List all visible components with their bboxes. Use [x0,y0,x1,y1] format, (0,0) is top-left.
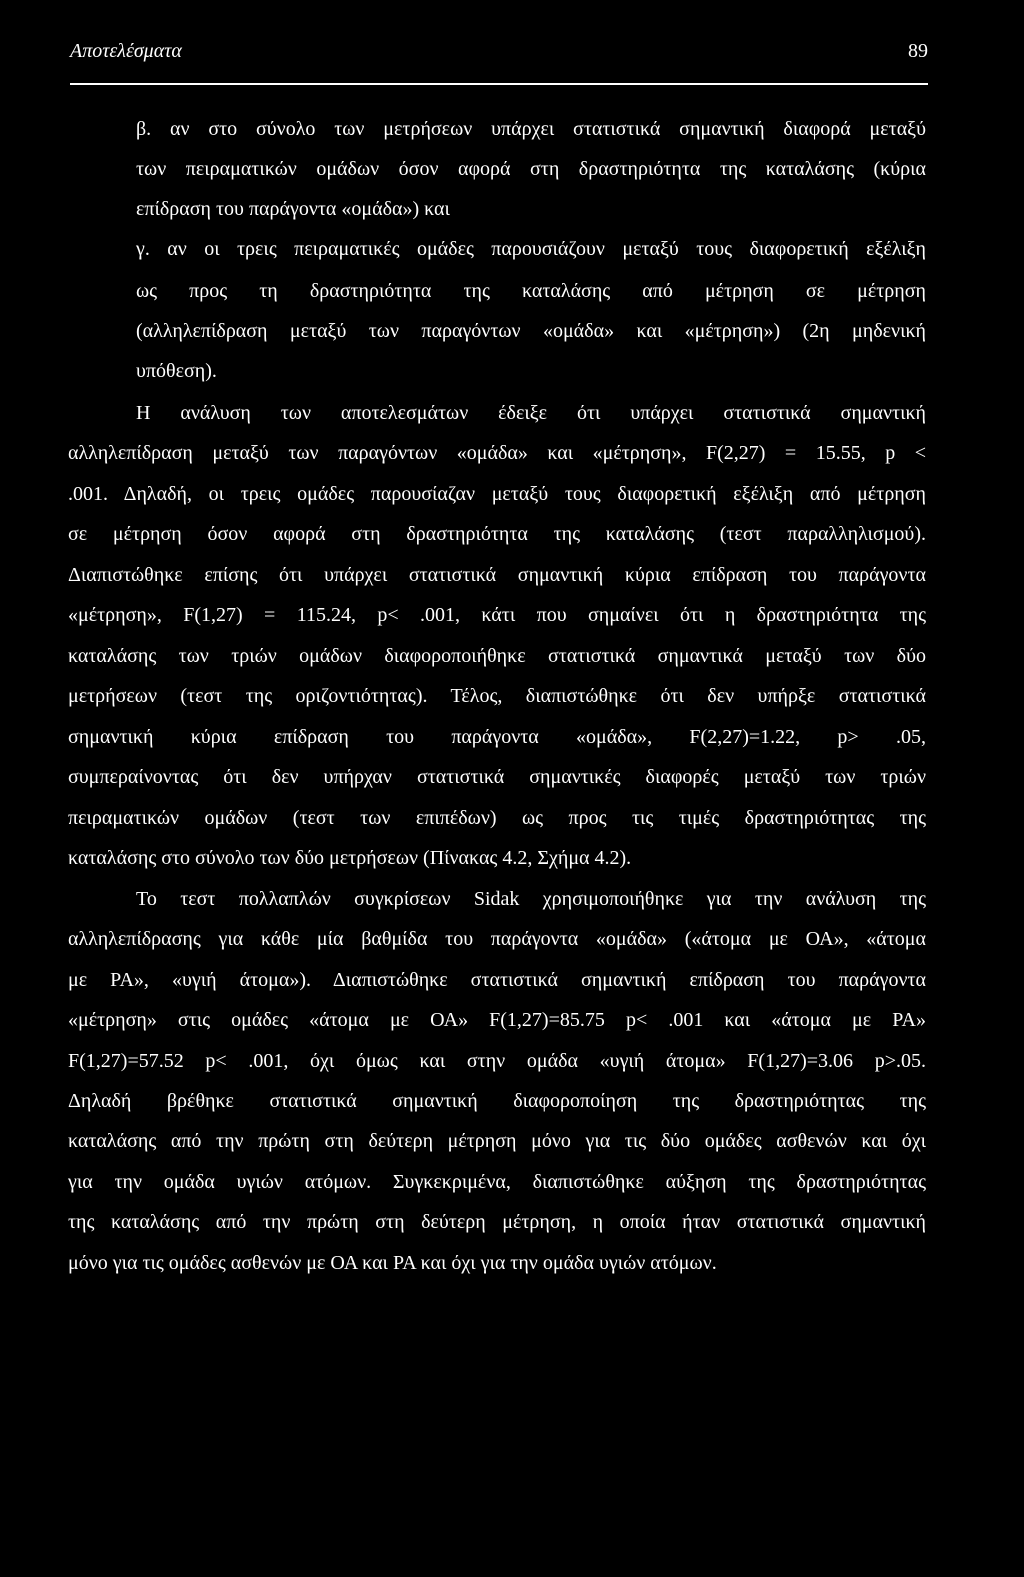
text-line: πειραματικών ομάδων (τεστ των επιπέδων) ως προς τις τιμές δραστηριότητας της [68,807,926,829]
chapter-title: Αποτελέσματα [70,40,182,62]
text-line: αλληλεπίδρασης για κάθε μία βαθμίδα του παράγοντα «ομάδα» («άτομα με ΟΑ», «άτομα [68,928,926,950]
text-line: καταλάσης στο σύνολο των δύο μετρήσεων (Πίνακας 4.2, Σχήμα 4.2). [68,847,632,869]
text-line: σε μέτρηση όσον αφορά στη δραστηριότητα της καταλάσης (τεστ παραλληλισμού). [68,523,926,545]
running-header [70,40,928,70]
text-line: των πειραματικών ομάδων όσον αφορά στη δραστηριότητα της καταλάσης (κύρια [136,158,926,180]
text-line: ως προς τη δραστηριότητα της καταλάσης από μέτρηση σε μέτρηση [136,280,926,302]
text-line: «μέτρηση» στις ομάδες «άτομα με ΟΑ» F(1,27)=85.75 p< .001 και «άτομα με ΡΑ» [68,1009,926,1031]
text-line: αλληλεπίδραση μεταξύ των παραγόντων «ομάδα» και «μέτρηση», F(2,27) = 15.55, p < [68,442,926,464]
page-number: 89 [908,40,928,62]
text-line: καταλάσης από την πρώτη στη δεύτερη μέτρηση μόνο για τις δύο ομάδες ασθενών και όχι [68,1130,926,1152]
text-line: Η ανάλυση των αποτελεσμάτων έδειξε ότι υπάρχει στατιστικά σημαντική [136,402,926,424]
header-rule [70,83,928,85]
text-line: μετρήσεων (τεστ της οριζοντιότητας). Τέλος, διαπιστώθηκε ότι δεν υπήρξε στατιστικά [68,685,926,707]
text-line: της καταλάσης από την πρώτη στη δεύτερη μέτρηση, η οποία ήταν στατιστικά σημαντική [68,1211,926,1233]
text-line: β. αν στο σύνολο των μετρήσεων υπάρχει στατιστικά σημαντική διαφορά μεταξύ [136,118,926,140]
text-line: συμπεραίνοντας ότι δεν υπήρχαν στατιστικά σημαντικές διαφορές μεταξύ των τριών [68,766,926,788]
text-line: .001. Δηλαδή, οι τρεις ομάδες παρουσίαζαν μεταξύ τους διαφορετική εξέλιξη από μέτρηση [68,483,926,505]
text-line: καταλάσης των τριών ομάδων διαφοροποιήθηκε στατιστικά σημαντικά μεταξύ των δύο [68,645,926,667]
text-line: «μέτρηση», F(1,27) = 115.24, p< .001, κάτι που σημαίνει ότι η δραστηριότητα της [68,604,926,626]
text-line: μόνο για τις ομάδες ασθενών με ΟΑ και ΡΑ και όχι για την ομάδα υγιών ατόμων. [68,1252,717,1274]
text-line: επίδραση του παράγοντα «ομάδα») και [136,198,450,220]
text-line: Διαπιστώθηκε επίσης ότι υπάρχει στατιστικά σημαντική κύρια επίδραση του παράγοντα [68,564,926,586]
text-line: Το τεστ πολλαπλών συγκρίσεων Sidak χρησιμοποιήθηκε για την ανάλυση της [136,888,926,910]
text-line: για την ομάδα υγιών ατόμων. Συγκεκριμένα, διαπιστώθηκε αύξηση της δραστηριότητας [68,1171,926,1193]
text-line: Δηλαδή βρέθηκε στατιστικά σημαντική διαφοροποίηση της δραστηριότητας της [68,1090,926,1112]
text-line: F(1,27)=57.52 p< .001, όχι όμως και στην ομάδα «υγιή άτομα» F(1,27)=3.06 p>.05. [68,1050,926,1072]
text-line: (αλληλεπίδραση μεταξύ των παραγόντων «ομάδα» και «μέτρηση») (2η μηδενική [136,320,926,342]
text-line: με ΡΑ», «υγιή άτομα»). Διαπιστώθηκε στατιστικά σημαντική επίδραση του παράγοντα [68,969,926,991]
text-line: υπόθεση). [136,360,217,382]
text-line: σημαντική κύρια επίδραση του παράγοντα «ομάδα», F(2,27)=1.22, p> .05, [68,726,926,748]
text-line: γ. αν οι τρεις πειραματικές ομάδες παρουσιάζουν μεταξύ τους διαφορετική εξέλιξη [136,238,926,260]
